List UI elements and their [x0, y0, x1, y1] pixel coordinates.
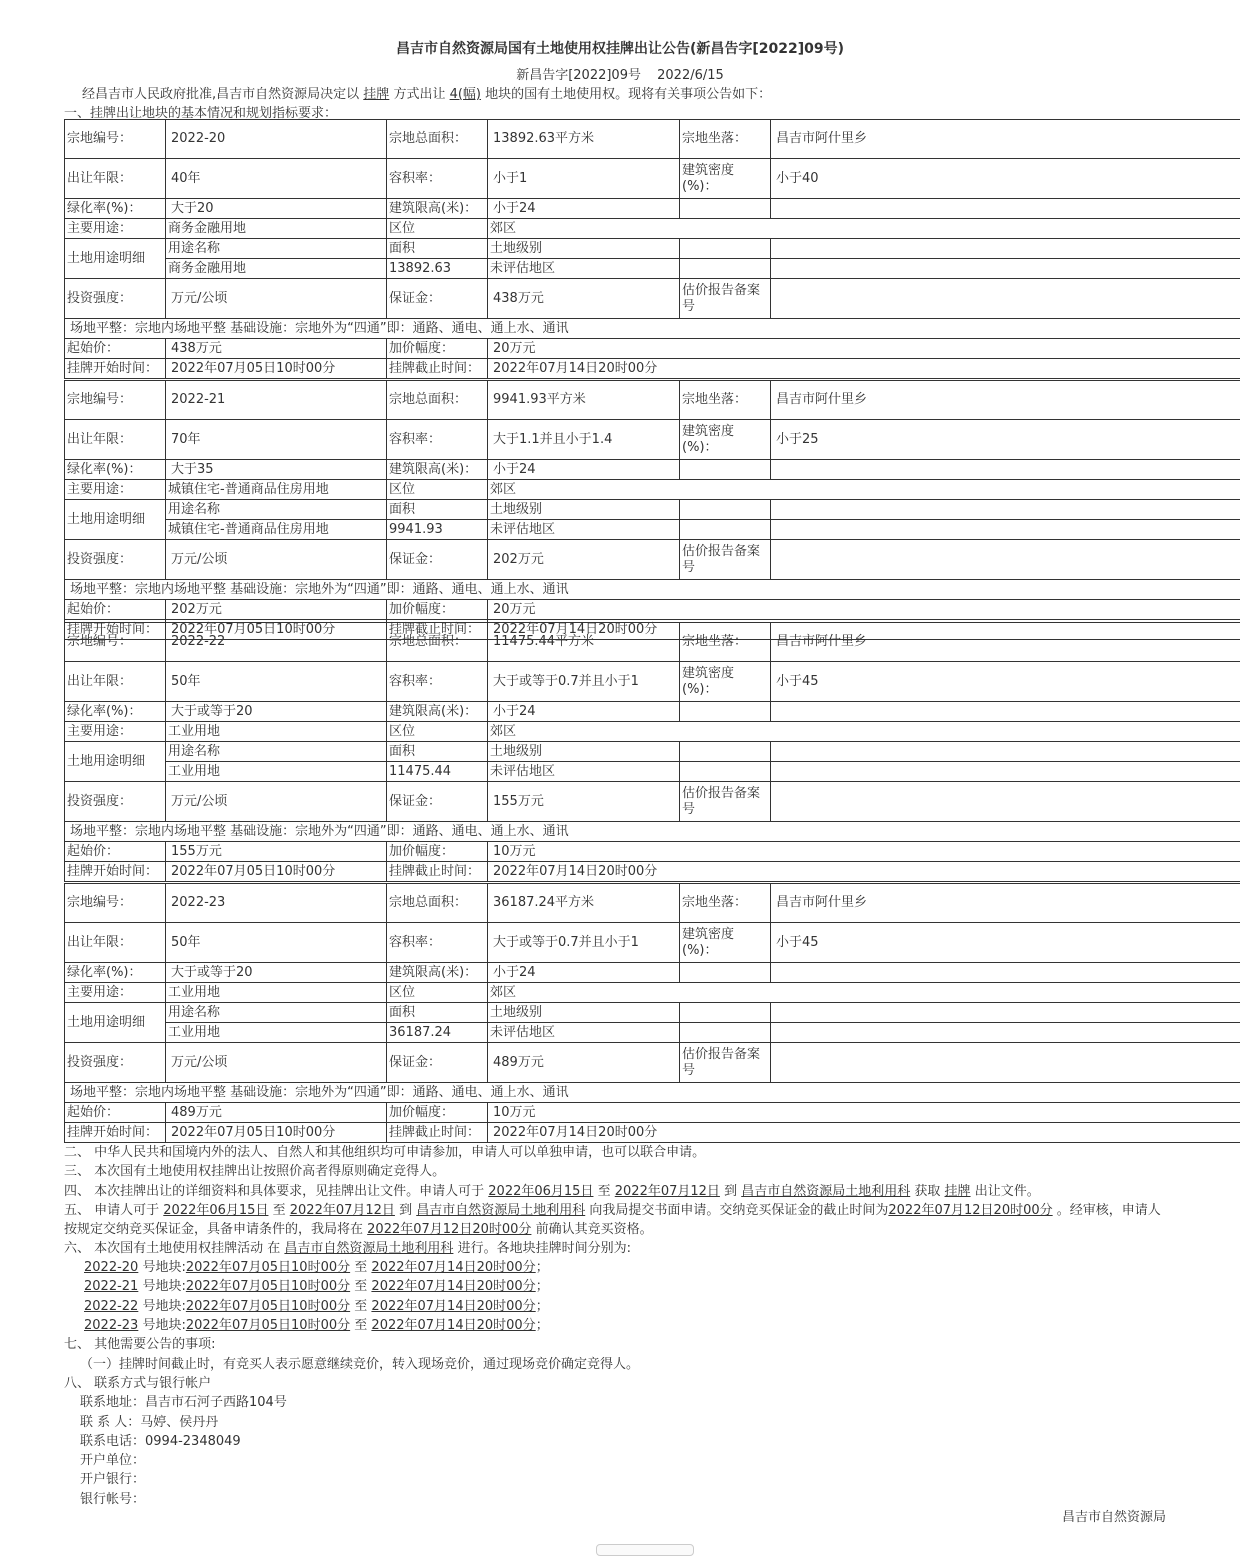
table-row: 商务金融用地 13892.63 未评估地区	[65, 259, 1240, 279]
bottom-scroll-tab[interactable]	[596, 1544, 694, 1556]
section-5: 五、 申请人可于 2022年06月15日 至 2022年07月12日 到 昌吉市自然资源局土地利用科 向我局提交书面申请。交纳竞买保证金的截止时间为2022年07月12日20时00分 。经审核，申请人按规定交纳竞买保证金，具备申请条件的，我局将在 2022年07月12日20时00分 前确认其竞买资格。	[64, 1201, 1166, 1239]
contact-address: 联系地址：昌吉市石河子西路104号	[64, 1393, 1166, 1412]
table-row: 宗地编号： 2022-20 宗地总面积： 13892.63平方米 宗地坐落： 昌吉市阿什里乡	[65, 120, 1240, 159]
table-row: 土地用途明细 用途名称 面积 土地级别	[65, 239, 1240, 259]
intro-paragraph: 经昌吉市人民政府批准,昌吉市自然资源局决定以 挂牌 方式出让 4(幅) 地块的国有土地使用权。现将有关事项公告如下：	[82, 83, 771, 102]
table-row: 城镇住宅-普通商品住房用地 9941.93 未评估地区	[65, 520, 1240, 540]
table-row: 出让年限： 50年 容积率： 大于或等于0.7并且小于1 建筑密度(%)： 小于45	[65, 923, 1240, 963]
table-row: 起始价： 438万元 加价幅度： 20万元	[65, 339, 1240, 359]
parcel-table	[64, 622, 1240, 882]
section-6: 六、 本次国有土地使用权挂牌活动 在 昌吉市自然资源局土地利用科 进行。各地块挂牌时间分别为:	[64, 1239, 1166, 1258]
schedule-list	[64, 1258, 1166, 1335]
transfer-method: 挂牌	[363, 87, 389, 102]
table-row: 土地用途明细 用途名称 面积 土地级别	[65, 500, 1240, 520]
table-row: 绿化率(%)： 大于20 建筑限高(米)： 小于24	[65, 199, 1240, 219]
table-row: 起始价： 202万元 加价幅度： 20万元	[65, 600, 1240, 620]
table-row: 挂牌开始时间： 2022年07月05日10时00分 挂牌截止时间： 2022年07月14日20时00分	[65, 359, 1240, 379]
table-row: 投资强度： 万元/公顷 保证金： 438万元 估价报告备案号	[65, 279, 1240, 319]
table-row: 挂牌开始时间： 2022年07月05日10时00分 挂牌截止时间： 2022年07月14日20时00分	[65, 620, 1240, 640]
table-row: 起始价： 489万元 加价幅度： 10万元	[65, 1103, 1240, 1123]
table-row: 场地平整：宗地内场地平整 基础设施：宗地外为“四通”即：通路、通电、通上水、通讯	[65, 580, 1240, 600]
table-row: 宗地编号： 2022-21 宗地总面积： 9941.93平方米 宗地坐落： 昌吉市阿什里乡	[65, 381, 1240, 420]
doc-meta	[0, 64, 1240, 83]
table-row: 场地平整：宗地内场地平整 基础设施：宗地外为“四通”即：通路、通电、通上水、通讯	[65, 822, 1240, 842]
doc-number: 新昌告字[2022]09号	[516, 68, 641, 83]
section-7-title: 七、 其他需要公告的事项:	[64, 1335, 1166, 1354]
section-7-item: （一）挂牌时间截止时，有竞买人表示愿意继续竞价，转入现场竞价，通过现场竞价确定竞得人。	[64, 1355, 1166, 1374]
table-row: 挂牌开始时间： 2022年07月05日10时00分 挂牌截止时间： 2022年07月14日20时00分	[65, 1123, 1240, 1143]
doc-date: 2022/6/15	[657, 68, 724, 83]
table-row: 挂牌开始时间： 2022年07月05日10时00分 挂牌截止时间： 2022年07月14日20时00分	[65, 862, 1240, 882]
bank-account: 银行帐号：	[64, 1490, 1166, 1509]
bank-unit: 开户单位：	[64, 1451, 1166, 1470]
table-row: 出让年限： 70年 容积率： 大于1.1并且小于1.4 建筑密度(%)： 小于25	[65, 420, 1240, 460]
notice-sections	[64, 1143, 1166, 1509]
contact-phone: 联系电话：0994-2348049	[64, 1432, 1166, 1451]
table-row: 主要用途： 工业用地 区位 郊区	[65, 722, 1240, 742]
table-row: 工业用地 36187.24 未评估地区	[65, 1023, 1240, 1043]
schedule-item: 2022-20 号地块:2022年07月05日10时00分 至 2022年07月14日20时00分；	[84, 1258, 1166, 1277]
table-row: 场地平整：宗地内场地平整 基础设施：宗地外为“四通”即：通路、通电、通上水、通讯	[65, 1083, 1240, 1103]
table-row: 土地用途明细 用途名称 面积 土地级别	[65, 1003, 1240, 1023]
section-4: 四、 本次挂牌出让的详细资料和具体要求，见挂牌出让文件。申请人可于 2022年06月15日 至 2022年07月12日 到 昌吉市自然资源局土地利用科 获取 挂牌 出让文件。	[64, 1182, 1166, 1201]
table-row: 起始价： 155万元 加价幅度： 10万元	[65, 842, 1240, 862]
schedule-item: 2022-21 号地块:2022年07月05日10时00分 至 2022年07月14日20时00分；	[84, 1277, 1166, 1296]
table-row: 投资强度： 万元/公顷 保证金： 155万元 估价报告备案号	[65, 782, 1240, 822]
table-row: 宗地编号： 2022-23 宗地总面积： 36187.24平方米 宗地坐落： 昌吉市阿什里乡	[65, 884, 1240, 923]
contact-person: 联 系 人：马婷、侯丹丹	[64, 1413, 1166, 1432]
table-row: 出让年限： 40年 容积率： 小于1 建筑密度(%)： 小于40	[65, 159, 1240, 199]
parcel-count: 4(幅)	[450, 87, 481, 102]
signature: 昌吉市自然资源局	[1062, 1506, 1166, 1525]
table-row: 工业用地 11475.44 未评估地区	[65, 762, 1240, 782]
parcel-table	[64, 380, 1240, 640]
parcel-table	[64, 119, 1240, 379]
bank-name: 开户银行：	[64, 1470, 1166, 1489]
table-row: 宗地编号： 2022-22 宗地总面积： 11475.44平方米 宗地坐落： 昌吉市阿什里乡	[65, 623, 1240, 662]
schedule-item: 2022-23 号地块:2022年07月05日10时00分 至 2022年07月14日20时00分；	[84, 1316, 1166, 1335]
table-row: 主要用途： 城镇住宅-普通商品住房用地 区位 郊区	[65, 480, 1240, 500]
section-3: 三、 本次国有土地使用权挂牌出让按照价高者得原则确定竞得人。	[64, 1162, 1166, 1181]
table-row: 绿化率(%)： 大于35 建筑限高(米)： 小于24	[65, 460, 1240, 480]
schedule-item: 2022-22 号地块:2022年07月05日10时00分 至 2022年07月14日20时00分；	[84, 1297, 1166, 1316]
table-row: 投资强度： 万元/公顷 保证金： 489万元 估价报告备案号	[65, 1043, 1240, 1083]
table-row: 投资强度： 万元/公顷 保证金： 202万元 估价报告备案号	[65, 540, 1240, 580]
table-row: 绿化率(%)： 大于或等于20 建筑限高(米)： 小于24	[65, 702, 1240, 722]
table-row: 场地平整：宗地内场地平整 基础设施：宗地外为“四通”即：通路、通电、通上水、通讯	[65, 319, 1240, 339]
section-1-title: 一、挂牌出让地块的基本情况和规划指标要求：	[64, 102, 337, 121]
table-row: 绿化率(%)： 大于或等于20 建筑限高(米)： 小于24	[65, 963, 1240, 983]
table-row: 土地用途明细 用途名称 面积 土地级别	[65, 742, 1240, 762]
page-title: 昌吉市自然资源局国有土地使用权挂牌出让公告(新昌告字[2022]09号)	[0, 38, 1240, 58]
table-row: 主要用途： 商务金融用地 区位 郊区	[65, 219, 1240, 239]
section-8-title: 八、 联系方式与银行帐户	[64, 1374, 1166, 1393]
parcel-table	[64, 883, 1240, 1143]
table-row: 出让年限： 50年 容积率： 大于或等于0.7并且小于1 建筑密度(%)： 小于45	[65, 662, 1240, 702]
table-row: 主要用途： 工业用地 区位 郊区	[65, 983, 1240, 1003]
section-2: 二、 中华人民共和国境内外的法人、自然人和其他组织均可申请参加，申请人可以单独申请，也可以联合申请。	[64, 1143, 1166, 1162]
